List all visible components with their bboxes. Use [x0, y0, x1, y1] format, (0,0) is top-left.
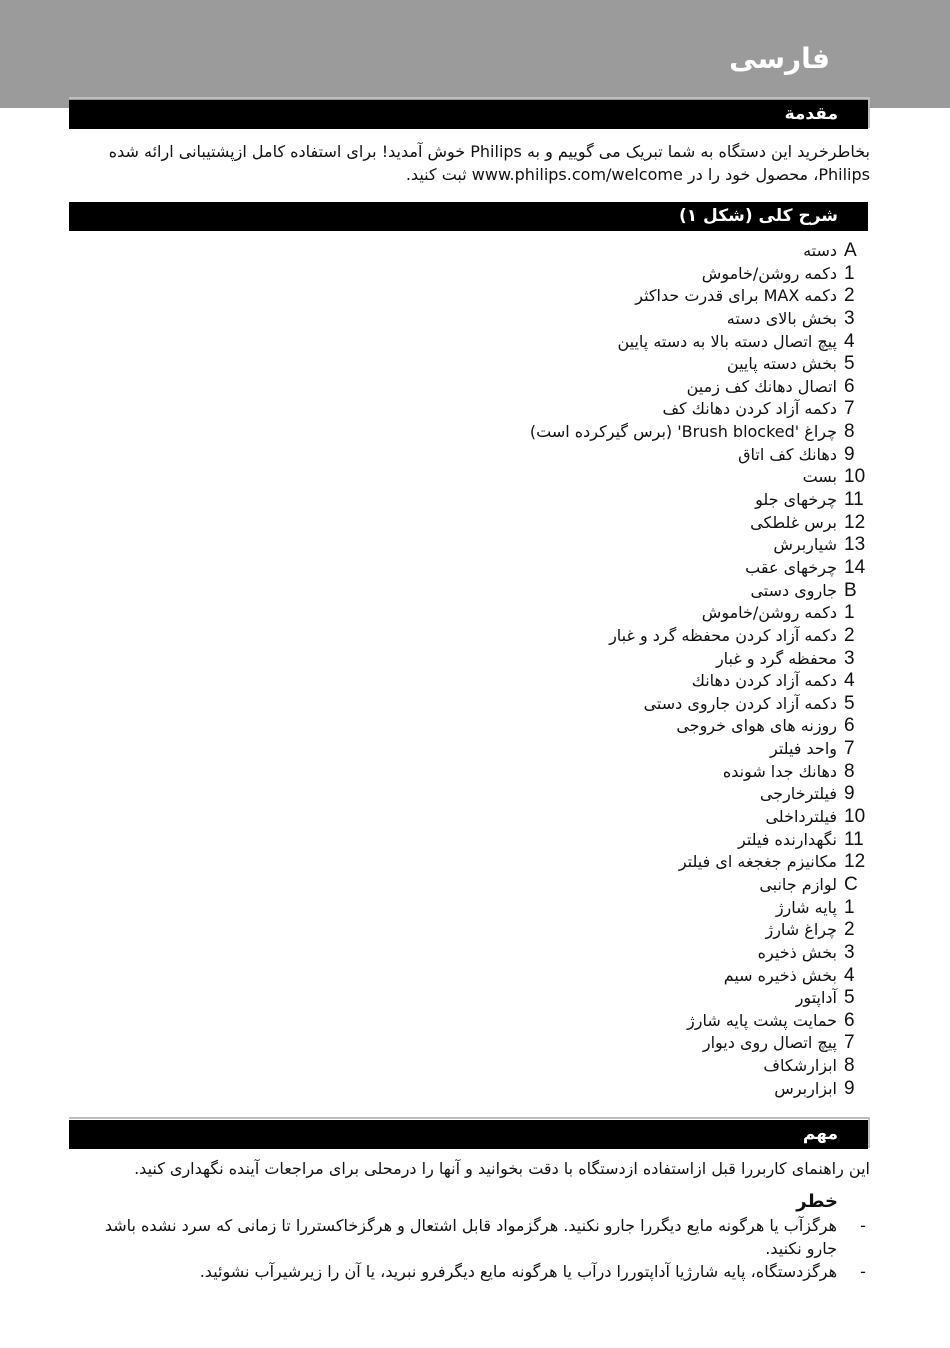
part-number: 3	[844, 647, 855, 669]
part-label: دهانك جدا شونده	[722, 761, 837, 781]
part-list-item	[300, 285, 870, 308]
part-number: 13	[844, 534, 866, 556]
part-list-item	[300, 512, 870, 535]
intro-paragraph: بخاطرخرید این دستگاه به شما تبریک می گوییم و به Philips خوش آمدید! برای استفاده کامل ازپشتیبانی ارائه شده Philips، محصول خود را در www.philips.com/welcome ثبت کنید.	[108, 142, 870, 184]
part-number: 8	[844, 421, 855, 443]
part-number: 11	[844, 828, 864, 850]
part-list-item	[300, 1078, 870, 1101]
part-list-item	[300, 1010, 870, 1033]
part-label: لوازم جانبی	[759, 874, 837, 894]
part-list-item	[300, 783, 870, 806]
part-list-item	[300, 557, 870, 580]
part-label: پیچ اتصال روی دیوار	[702, 1033, 837, 1053]
part-number: 11	[844, 489, 864, 511]
part-number: 5	[844, 987, 855, 1009]
part-number: 9	[844, 783, 855, 805]
part-number: 6	[844, 715, 855, 737]
part-label: دکمه آزاد کردن جاروی دستی	[643, 693, 837, 713]
part-list-item	[300, 602, 870, 625]
part-label: محفظه گرد و غبار	[715, 648, 837, 668]
part-list-item	[300, 851, 870, 874]
important-heading: مهم	[69, 1120, 868, 1149]
part-number: 3	[844, 307, 855, 329]
part-list-item	[300, 421, 870, 444]
part-number: 6	[844, 1009, 855, 1031]
part-list-item	[300, 376, 870, 399]
part-label: ابزاربرس	[774, 1078, 837, 1098]
danger-item-text: هرگزدستگاه، پایه شارژیا آداپتوررا درآب یا هرگونه مایع دیگرفرو نبرید، یا آن را زیرشیرآب نشوئید.	[199, 1262, 837, 1281]
part-list-item	[300, 919, 870, 942]
part-label: بخش ذخیره سیم	[723, 965, 837, 985]
part-number: 12	[844, 851, 866, 873]
part-label: روزنه های هوای خروجی	[676, 716, 837, 736]
part-number: 8	[844, 1055, 855, 1077]
part-list-item	[300, 874, 870, 897]
part-number: 1	[844, 602, 855, 624]
part-number: 5	[844, 353, 855, 375]
part-label: نگهدارنده فیلتر	[738, 829, 837, 849]
part-number: 4	[844, 670, 855, 692]
part-label: بخش دسته پایین	[726, 354, 837, 374]
part-list-item	[300, 240, 870, 263]
part-number: 2	[844, 624, 855, 646]
part-label: بست	[802, 467, 837, 487]
part-number: 7	[844, 1032, 855, 1054]
part-number: 9	[844, 443, 855, 465]
bullet-dash: -	[860, 1216, 866, 1235]
part-label: دهانك كف اتاق	[738, 444, 837, 464]
part-list-item	[300, 761, 870, 784]
part-list-item	[300, 829, 870, 852]
part-list-item	[300, 1032, 870, 1055]
part-number: 7	[844, 738, 855, 760]
part-label: جاروی دستی	[750, 580, 837, 600]
part-label: واحد فیلتر	[770, 739, 837, 759]
part-label: فیلترداخلی	[765, 807, 837, 827]
intro-heading: مقدمة	[69, 100, 868, 129]
part-number: A	[844, 240, 857, 261]
part-number: 12	[844, 511, 866, 533]
part-number: 8	[844, 760, 855, 782]
part-label: چراغ شارژ	[765, 920, 837, 940]
part-number: 7	[844, 398, 855, 420]
part-label: چرخهای جلو	[755, 490, 837, 510]
important-paragraph: این راهنمای کاربررا قبل ازاستفاده ازدستگاه با دقت بخوانید و آنها را درمحلی برای مراجعات آینده نگهداری کنید.	[134, 1159, 870, 1178]
part-label: دسته	[803, 241, 837, 260]
part-list-item	[300, 489, 870, 512]
part-label: دکمه آزاد کردن دهانك	[691, 671, 837, 691]
part-list-item	[300, 353, 870, 376]
part-list-item	[300, 806, 870, 829]
part-number: 2	[844, 919, 855, 941]
part-list-item	[300, 308, 870, 331]
part-list-item	[300, 444, 870, 467]
part-number: 2	[844, 285, 855, 307]
part-number: 4	[844, 330, 855, 352]
part-label: دکمه آزاد کردن محفظه گرد و غبار	[609, 625, 837, 645]
part-number: 9	[844, 1077, 855, 1099]
part-list-item	[300, 670, 870, 693]
part-label: اتصال دهانك كف زمین	[686, 376, 837, 396]
part-list-item	[300, 648, 870, 671]
part-list-item	[300, 965, 870, 988]
part-label: بخش بالای دسته	[726, 308, 837, 328]
part-number: 10	[844, 806, 866, 828]
part-list-item	[300, 534, 870, 557]
part-list-item	[300, 625, 870, 648]
part-label: برس غلطکی	[750, 512, 837, 532]
part-label: دکمه آزاد کردن دهانك كف	[662, 399, 837, 419]
part-label: چرخهای عقب	[745, 557, 837, 577]
part-number: 4	[844, 964, 855, 986]
part-number: 5	[844, 692, 855, 714]
language-title: فارسی	[729, 42, 830, 75]
part-label: آداپتور	[795, 988, 837, 1008]
parts-list	[300, 240, 870, 1100]
part-label: ابزارشكاف	[763, 1056, 837, 1076]
danger-heading: خطر	[796, 1191, 838, 1212]
part-number: 6	[844, 375, 855, 397]
part-list-item	[300, 942, 870, 965]
part-number: 1	[844, 262, 855, 284]
part-number: 3	[844, 941, 855, 963]
part-list-item	[300, 331, 870, 354]
overview-heading: شرح کلی (شکل ۱)	[69, 202, 868, 231]
danger-item-text: هرگزآب یا هرگونه مایع دیگررا جارو نکنید. هرگزمواد قابل اشتعال و هرگزخاکستررا تا زمانی که سرد نشده باشد جارو نکنید.	[104, 1216, 837, 1258]
part-list-item	[300, 263, 870, 286]
part-label: حمایت پشت پایه شارژ	[687, 1010, 837, 1030]
part-number: 14	[844, 556, 866, 578]
part-label: دکمه روشن/خاموش	[701, 263, 837, 283]
part-list-item	[300, 1055, 870, 1078]
part-list-item	[300, 580, 870, 603]
danger-item	[70, 1260, 870, 1283]
part-number: C	[844, 873, 858, 895]
part-label: دکمه روشن/خاموش	[701, 603, 837, 623]
part-list-item	[300, 987, 870, 1010]
part-number: 10	[844, 466, 866, 488]
part-label: دکمه MAX برای قدرت حداکثر	[635, 286, 837, 306]
part-label: مکانیزم جغجغه ای فیلتر	[678, 852, 837, 872]
part-label: بخش ذخیره	[757, 942, 837, 962]
part-list-item	[300, 897, 870, 920]
part-list-item	[300, 738, 870, 761]
part-list-item	[300, 466, 870, 489]
part-label: فیلترخارجی	[759, 784, 837, 804]
part-label: پیچ اتصال دسته بالا به دسته پایین	[617, 331, 837, 351]
part-label: چراغ 'Brush blocked' (برس گیرکرده است)	[529, 422, 837, 442]
danger-item	[70, 1214, 870, 1260]
part-list-item	[300, 693, 870, 716]
part-label: شیاربرش	[773, 535, 837, 555]
part-list-item	[300, 715, 870, 738]
bullet-dash: -	[860, 1262, 866, 1281]
part-number: B	[844, 579, 857, 601]
part-number: 1	[844, 896, 855, 918]
part-label: پایه شارژ	[775, 897, 837, 917]
part-list-item	[300, 398, 870, 421]
